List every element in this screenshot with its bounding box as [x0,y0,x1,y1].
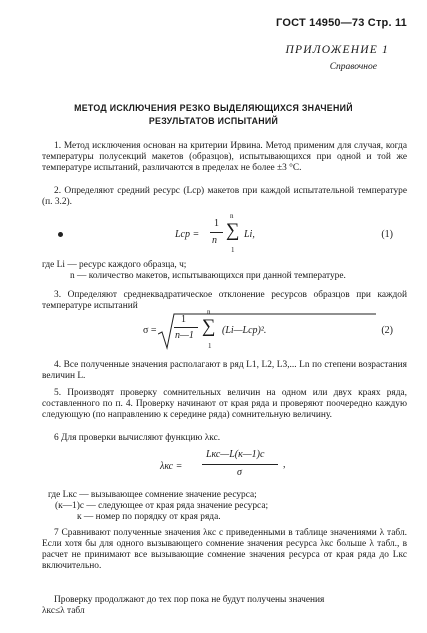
formula-2-sum-top: n [207,308,211,316]
paragraph-5: 5. Производят проверку сомнительных величин на одном или двух краях ряда, составленного по п. 4. Проверку начинают от края ряда и проверяют поочередно каждую следующую (по направлению к середине ряда) сомнительную величину. [42,388,407,420]
formula-3-num: Lкс—L(к—1)с [206,449,265,460]
formula-1-num: 1 [214,218,219,229]
formula-1-sum-top: n [230,212,234,220]
paragraph-3: 3. Определяют среднеквадратическое отклонение ресурсов образцов при каждой температуре испытаний [42,290,407,311]
formula-2-num: 1 [181,314,186,325]
definition-3a: где Lкс — вызывающее сомнение значение ресурса; [48,490,257,500]
formula-1-lhs: Lср = [175,229,200,240]
paragraph-4: 4. Все полученные значения располагают в ряд L1, L2, L3,... Ln по степени возрастания величин L. [42,360,407,381]
appendix-subtitle: Справочное [329,62,377,72]
definition-3c: к — номер по порядку от края ряда. [77,512,221,522]
section-title-line-1: МЕТОД ИСКЛЮЧЕНИЯ РЕЗКО ВЫДЕЛЯЮЩИХСЯ ЗНАЧЕНИЙ [74,103,353,113]
formula-3-lhs: λкс = [160,461,183,472]
formula-3-bar [202,464,278,465]
page-header: ГОСТ 14950—73 Стр. 11 [276,17,407,29]
appendix-title: ПРИЛОЖЕНИЕ 1 [285,44,389,56]
ink-dot [58,232,63,237]
formula-1-den: n [212,235,217,246]
formula-2-term: (Li—Lср)². [222,325,267,336]
definition-3b: (к—1)с — следующее от края ряда значение ресурса; [55,501,269,511]
formula-2-bar [174,327,198,328]
formula-3-tail: , [283,459,286,470]
paragraph-8-line-2: λкс≤λ табл [42,606,85,616]
paragraph-6: 6 Для проверки вычисляют функцию λкс. [54,433,221,443]
section-title [0,102,427,128]
formula-2-label: (2) [381,325,393,336]
paragraph-8-line-1: Проверку продолжают до тех пор пока не будут получены значения [54,595,325,605]
formula-1-label: (1) [381,229,393,240]
sum-icon: ∑ [226,220,240,241]
section-title-line-2: РЕЗУЛЬТАТОВ ИСПЫТАНИЙ [148,116,279,126]
paragraph-7: 7 Сравнивают полученные значения λкс с приведенными в таблице значениями λ табл. Если хотя бы для одного вызывающего сомнение значения ресурса λкс больше λ табл., в расчет не принимают все вызывающие сомнение значения ресурса от края ряда до Lкс включительно. [42,528,407,571]
formula-2-den: n—1 [175,330,194,341]
formula-1-term: Li, [244,229,255,240]
formula-1-bar [210,232,223,233]
definition-1b: n — количество макетов, испытывающихся при данной температуре. [70,271,346,281]
definition-1a: где Li — ресурс каждого образца, ч; [42,260,187,270]
formula-3-den: σ [237,467,242,478]
paragraph-1: 1. Метод исключения основан на критерии Ирвина. Метод применим для случая, когда температуры полусекций макетов (образцов), испытывающихся при одной и той же температуре испытаний, различаются в пределах не более ±3 °С. [42,141,407,173]
appendix-block [285,44,389,72]
paragraph-2: 2. Определяют средний ресурс (Lср) макетов при каждой испытательной температуре (п. 3.2). [42,186,407,207]
sum-icon: ∑ [202,316,216,337]
formula-2-sum-bot: 1 [208,342,212,350]
formula-1-lhs-text: Lср [175,229,190,240]
formula-1-sum-bot: 1 [231,246,235,254]
formula-2-lhs: σ = [143,325,157,336]
